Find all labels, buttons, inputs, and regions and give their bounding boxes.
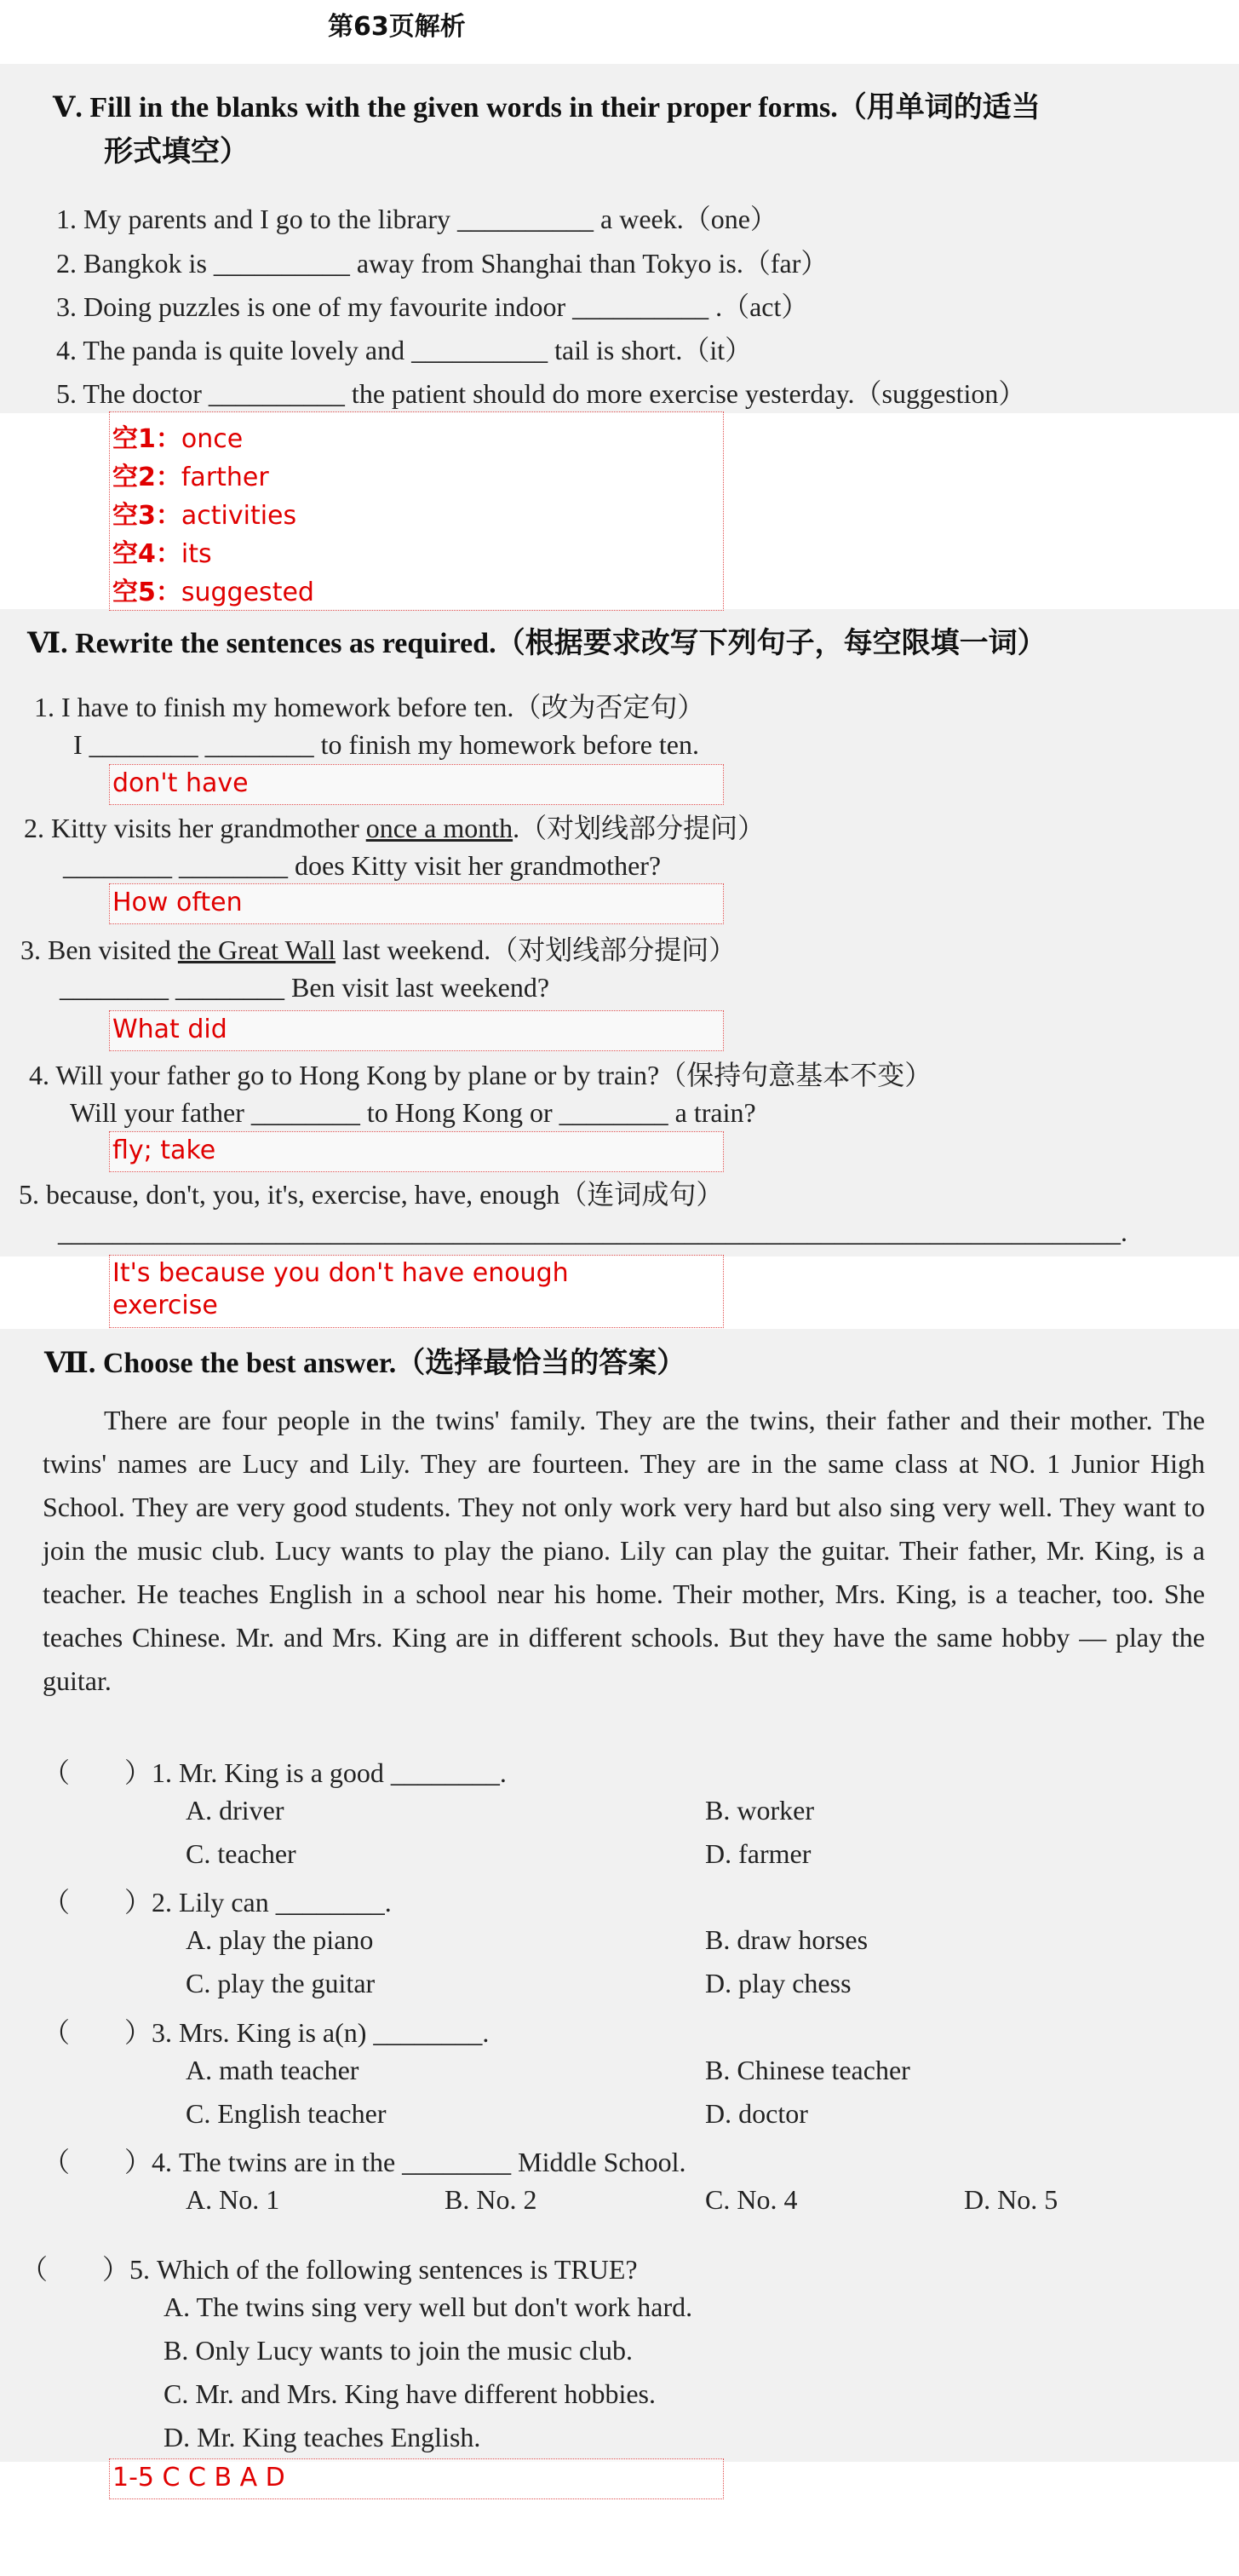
question-2-option-d[interactable]: D. play chess [705,1968,852,1998]
question-1-option-c[interactable]: C. teacher [186,1838,296,1869]
section5-title-line2: 形式填空） [104,136,249,168]
question-1-option-b[interactable]: B. worker [705,1795,814,1826]
section6-q3: 3. Ben visited the Great Wall last weekend.（对划线部分提问） [20,934,737,965]
section6-q1-sentence: I ________ ________ to finish my homework before ten. [73,729,699,760]
underlined-phrase: once a month [365,813,513,843]
question-3-stem: （ ）3. Mrs. King is a(n) ________. [43,2017,490,2048]
page-title: 第63页解析 [328,12,466,42]
question-4-stem: （ ）4. The twins are in the ________ Middle School. [43,2147,686,2177]
section6-q3-answer: What did [112,1015,227,1044]
underlined-phrase: the Great Wall [177,934,336,965]
section6-q2: 2. Kitty visits her grandmother once a month.（对划线部分提问） [24,813,766,843]
question-3-option-d[interactable]: D. doctor [705,2098,808,2129]
question-5-option-b[interactable]: B. Only Lucy wants to join the music club. [163,2335,634,2366]
question-3-option-a[interactable]: A. math teacher [186,2055,359,2085]
question-5-option-c[interactable]: C. Mr. and Mrs. King have different hobbies. [163,2378,656,2409]
section5-item-2: 2. Bangkok is __________ away from Shanghai than Tokyo is.（far） [56,248,829,279]
section5-item-5: 5. The doctor __________ the patient should do more exercise yesterday.（suggestion） [56,378,1026,409]
section5-title: Ⅴ. Fill in the blanks with the given words in their proper forms.（用单词的适当 [53,92,1041,124]
question-5-option-a[interactable]: A. The twins sing very well but don't work hard. [163,2291,693,2322]
question-1-stem: （ ）1. Mr. King is a good ________. [43,1757,507,1788]
question-3-option-c[interactable]: C. English teacher [186,2098,387,2129]
section6-q4-sentence: Will your father ________ to Hong Kong or ________ a train? [70,1097,756,1128]
section5-item-1: 1. My parents and I go to the library __________ a week.（one） [56,204,777,234]
question-2-option-a[interactable]: A. play the piano [186,1924,374,1955]
question-2-stem: （ ）2. Lily can ________. [43,1887,392,1918]
question-1-option-a[interactable]: A. driver [186,1795,284,1826]
question-5-option-d[interactable]: D. Mr. King teaches English. [163,2422,481,2452]
question-4-option-d[interactable]: D. No. 5 [964,2184,1058,2215]
section6-q5-answer-line2: exercise [112,1291,218,1320]
section7-answer: 1-5 C C B A D [112,2463,285,2493]
answer-blank-4: 空4：its [112,539,212,569]
section6-q1: 1. I have to finish my homework before ten.（改为否定句） [34,692,705,722]
section6-q5-answer-line: ______________________________________________________________________________. [58,1216,1127,1247]
question-5-stem: （ ）5. Which of the following sentences is TRUE? [20,2254,638,2285]
section6-q2-answer: How often [112,888,243,917]
answer-blank-5: 空5：suggested [112,578,314,607]
section6-q4: 4. Will your father go to Hong Kong by plane or by train?（保持句意基本不变） [29,1060,932,1090]
question-1-option-d[interactable]: D. farmer [705,1838,812,1869]
section6-q3-sentence: ________ ________ Ben visit last weekend? [60,972,550,1003]
question-3-option-b[interactable]: B. Chinese teacher [705,2055,910,2085]
reading-passage: There are four people in the twins' family. They are the twins, their father and their mother. The twins' names are Lucy and Lily. They are fourteen. They are in the same class at NO. 1 Junior High School. They are very good students. They not only work very hard but also sing very well. They want to join the music club. Lucy wants to play the piano. Lily can play the guitar. Their father, Mr. King, is a teacher. He teaches English in a school near his home. Their mother, Mrs. King, is a teacher, too. She teaches Chinese. Mr. and Mrs. King are in different schools. But they have the same hobby — play the guitar. [43,1405,1205,1696]
section6-q4-answer: fly; take [112,1136,216,1165]
section6-q1-answer: don't have [112,768,249,798]
answer-blank-1: 空1：once [112,424,244,454]
section6-title: Ⅵ. Rewrite the sentences as required.（根据要求改写下列句子，每空限填一词） [27,628,1047,659]
section5-item-3: 3. Doing puzzles is one of my favourite indoor __________ .（act） [56,291,809,322]
question-4-option-c[interactable]: C. No. 4 [705,2184,798,2215]
question-4-option-b[interactable]: B. No. 2 [445,2184,537,2215]
section7-title: Ⅶ. Choose the best answer.（选择最恰当的答案） [44,1348,686,1379]
section6-q2-sentence: ________ ________ does Kitty visit her grandmother? [63,850,662,881]
answer-blank-3: 空3：activities [112,501,297,531]
section6-q5-answer: It's because you don't have enough [112,1258,569,1288]
question-4-option-a[interactable]: A. No. 1 [186,2184,280,2215]
question-2-option-b[interactable]: B. draw horses [705,1924,869,1955]
question-2-option-c[interactable]: C. play the guitar [186,1968,376,1998]
section5-item-4: 4. The panda is quite lovely and __________ tail is short.（it） [56,335,753,365]
answer-blank-2: 空2：farther [112,463,269,492]
section6-q5: 5. because, don't, you, it's, exercise, have, enough（连词成句） [19,1179,724,1210]
